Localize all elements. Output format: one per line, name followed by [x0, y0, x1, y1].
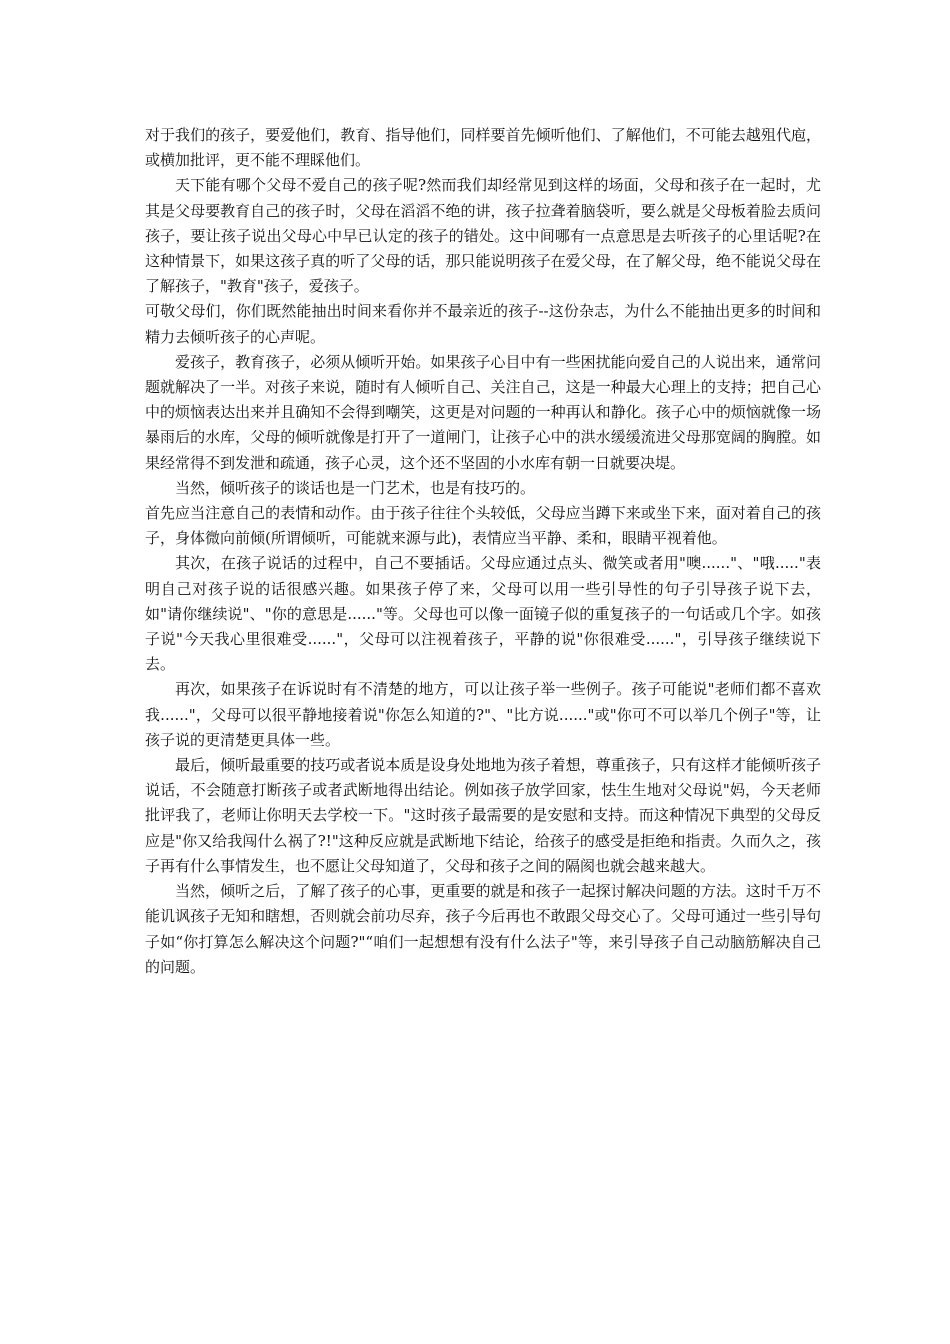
paragraph-8: 再次，如果孩子在诉说时有不清楚的地方，可以让孩子举一些例子。孩子可能说"老师们都不喜欢我......"，父母可以很平静地接着说"你怎么知道的?"、"比方说......"或"你可不可以举几个例子"等，让孩子说的更清楚更具体一些。	[145, 680, 821, 749]
paragraph-4: 爱孩子，教育孩子，必须从倾听开始。如果孩子心目中有一些困扰能向爱自己的人说出来，通常问题就解决了一半。对孩子来说，随时有人倾听自己、关注自己，这是一种最大心理上的支持；把自己心中的烦恼表达出来并且确知不会得到嘲笑，这更是对问题的一种再认和静化。孩子心中的烦恼就像一场暴雨后的水库，父母的倾听就像是打开了一道闸门，让孩子心中的洪水缓缓流进父母那宽阔的胸膛。如果经常得不到发泄和疏通，孩子心灵，这个还不坚固的小水库有朝一日就要决堤。	[145, 352, 821, 472]
paragraph-9: 最后，倾听最重要的技巧或者说本质是设身处地地为孩子着想，尊重孩子，只有这样才能倾听孩子说话，不会随意打断孩子或者武断地得出结论。例如孩子放学回家，怯生生地对父母说"妈，今天老师批评我了，老师让你明天去学校一下。"这时孩子最需要的是安慰和支持。而这种情况下典型的父母反应是"你又给我闯什么祸了?!"这种反应就是武断地下结论，给孩子的感受是拒绝和指责。久而久之，孩子再有什么事情发生，也不愿让父母知道了，父母和孩子之间的隔阂也就会越来越大。	[145, 756, 821, 875]
paragraph-5: 当然，倾听孩子的谈话也是一门艺术，也是有技巧的。	[175, 478, 536, 497]
paragraph-6: 首先应当注意自己的表情和动作。由于孩子往往个头较低，父母应当蹲下来或坐下来，面对着自己的孩子，身体微向前倾(所谓倾听，可能就来源与此)，表情应当平静、柔和，眼睛平视着他。	[145, 504, 821, 548]
paragraph-10: 当然，倾听之后，了解了孩子的心事，更重要的就是和孩子一起探讨解决问题的方法。这时千万不能讥讽孩子无知和瞎想，否则就会前功尽弃，孩子今后再也不敢跟父母交心了。父母可通过一些引导句子如“你打算怎么解决这个问题?"“咱们一起想想有没有什么法子"等，来引导孩子自己动脑筋解决自己的问题。	[145, 882, 821, 976]
paragraph-7: 其次，在孩子说话的过程中，自己不要插话。父母应通过点头、微笑或者用"噢......"、"哦....."表明自己对孩子说的话很感兴趣。如果孩子停了来，父母可以用一些引导性的句子引导孩子说下去，如"请你继续说"、"你的意思是......"等。父母也可以像一面镜子似的重复孩子的一句话或几个字。如孩子说"今天我心里很难受......"，父母可以注视着孩子，平静的说"你很难受......"，引导孩子继续说下去。	[145, 554, 821, 674]
paragraph-2: 天下能有哪个父母不爱自己的孩子呢?然而我们却经常见到这样的场面，父母和孩子在一起时，尤其是父母要教育自己的孩子时，父母在滔滔不绝的讲，孩子拉聋着脑袋听，要么就是父母板着脸去质问孩子，要让孩子说出父母心中早已认定的孩子的错处。这中间哪有一点意思是去听孩子的心里话呢?在这种情景下，如果这孩子真的听了父母的话，那只能说明孩子在爱父母，在了解父母，绝不能说父母在了解孩子，"教育"孩子，爱孩子。	[145, 176, 821, 296]
paragraph-1: 对于我们的孩子，要爱他们，教育、指导他们，同样要首先倾听他们、了解他们，不可能去越殂代庖，或横加批评，更不能不理睬他们。	[145, 126, 821, 170]
document-body	[145, 123, 821, 980]
paragraph-3: 可敬父母们，你们既然能抽出时间来看你并不最亲近的孩子--这份杂志，为什么不能抽出更多的时间和精力去倾听孩子的心声呢。	[145, 302, 821, 346]
